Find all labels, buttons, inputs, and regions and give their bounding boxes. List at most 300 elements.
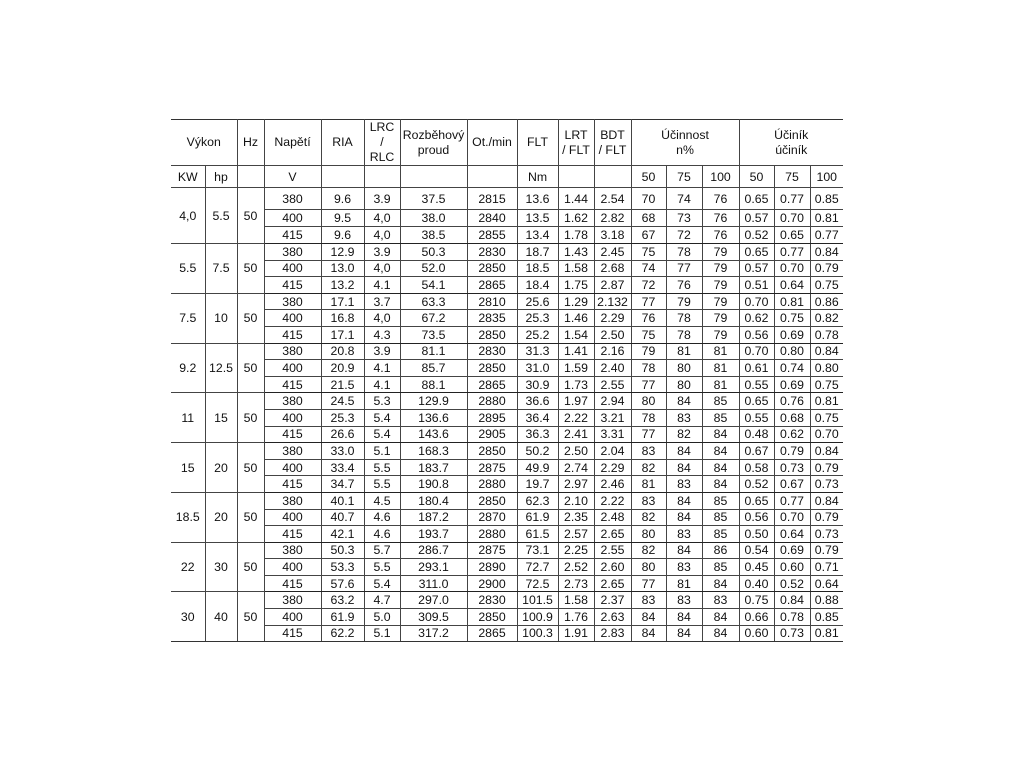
table-cell: 183.7	[400, 459, 467, 476]
table-cell: 311.0	[400, 575, 467, 592]
table-cell: 33.4	[321, 459, 364, 476]
table-cell: 0.65	[739, 492, 774, 509]
table-cell: 85	[702, 526, 739, 543]
table-cell: 0.52	[739, 476, 774, 493]
table-cell: 0.77	[774, 188, 810, 210]
table-cell: 0.66	[739, 609, 774, 626]
table-cell: 415	[264, 227, 321, 244]
table-cell: 400	[264, 409, 321, 426]
table-cell: 79	[702, 326, 739, 343]
table-cell: 3.9	[364, 343, 400, 360]
table-cell: 36.6	[517, 393, 558, 410]
motor-specs-table	[171, 119, 843, 642]
table-cell: 187.2	[400, 509, 467, 526]
table-row	[171, 592, 843, 609]
group-kw-cell: 9.2	[171, 343, 205, 393]
table-cell: 136.6	[400, 409, 467, 426]
table-cell: 0.70	[739, 293, 774, 310]
table-cell: 4.6	[364, 509, 400, 526]
table-cell: 2875	[467, 459, 517, 476]
group-hp-cell: 40	[205, 592, 237, 642]
table-cell: 76	[702, 227, 739, 244]
table-cell: 79	[666, 293, 702, 310]
table-cell: 0.77	[774, 492, 810, 509]
table-cell: 380	[264, 393, 321, 410]
table-cell: 2.29	[594, 310, 631, 327]
table-cell: 415	[264, 526, 321, 543]
table-cell: 83	[631, 492, 666, 509]
table-cell: 1.43	[558, 244, 594, 261]
table-cell: 400	[264, 310, 321, 327]
group-hz-cell: 50	[237, 592, 264, 642]
group-hp-cell: 20	[205, 443, 237, 493]
table-cell: 0.52	[774, 575, 810, 592]
table-cell: 40.1	[321, 492, 364, 509]
table-cell: 380	[264, 244, 321, 261]
table-cell: 80	[631, 559, 666, 576]
table-cell: 63.3	[400, 293, 467, 310]
table-cell: 380	[264, 343, 321, 360]
table-cell: 24.5	[321, 393, 364, 410]
table-cell: 2.41	[558, 426, 594, 443]
table-cell: 2.50	[558, 443, 594, 460]
table-row	[171, 443, 843, 460]
table-cell: 13.0	[321, 260, 364, 277]
table-cell: 67	[631, 227, 666, 244]
table-cell: 0.40	[739, 575, 774, 592]
table-cell: 4.3	[364, 326, 400, 343]
table-row	[171, 310, 843, 327]
table-cell: 0.85	[810, 609, 843, 626]
table-cell: 2.94	[594, 393, 631, 410]
table-cell: 2895	[467, 409, 517, 426]
table-cell: 5.7	[364, 542, 400, 559]
table-cell: 4,0	[364, 310, 400, 327]
table-cell: 400	[264, 360, 321, 377]
table-cell: 50.3	[400, 244, 467, 261]
table-cell: 85	[702, 409, 739, 426]
table-cell: 2.68	[594, 260, 631, 277]
table-cell: 0.79	[810, 542, 843, 559]
table-cell: 73.5	[400, 326, 467, 343]
table-cell: 77	[631, 575, 666, 592]
table-row	[171, 476, 843, 493]
table-cell: 400	[264, 509, 321, 526]
table-cell: 2.60	[594, 559, 631, 576]
table-cell: 0.57	[739, 260, 774, 277]
header-hz: Hz	[237, 120, 264, 166]
table-cell: 3.18	[594, 227, 631, 244]
table-cell: 17.1	[321, 326, 364, 343]
group-hp-cell: 30	[205, 542, 237, 592]
table-cell: 0.48	[739, 426, 774, 443]
table-cell: 77	[631, 376, 666, 393]
header-rozbehovy-proud: Rozběhový proud	[400, 120, 467, 166]
table-cell: 2.73	[558, 575, 594, 592]
table-cell: 0.80	[774, 343, 810, 360]
table-cell: 78	[666, 244, 702, 261]
table-cell: 80	[666, 360, 702, 377]
table-row	[171, 625, 843, 642]
table-cell: 85	[702, 492, 739, 509]
table-cell: 9.6	[321, 227, 364, 244]
table-cell: 0.65	[739, 188, 774, 210]
table-cell: 4.6	[364, 526, 400, 543]
table-cell: 25.3	[517, 310, 558, 327]
table-cell: 83	[666, 559, 702, 576]
table-cell: 0.81	[774, 293, 810, 310]
table-cell: 101.5	[517, 592, 558, 609]
table-cell: 380	[264, 592, 321, 609]
table-cell: 2.40	[594, 360, 631, 377]
table-cell: 36.3	[517, 426, 558, 443]
table-cell: 0.71	[810, 559, 843, 576]
table-cell: 2850	[467, 360, 517, 377]
group-hz-cell: 50	[237, 293, 264, 343]
table-cell: 84	[702, 459, 739, 476]
table-cell: 2.25	[558, 542, 594, 559]
group-kw-cell: 5.5	[171, 244, 205, 294]
table-cell: 52.0	[400, 260, 467, 277]
table-cell: 2835	[467, 310, 517, 327]
group-hp-cell: 10	[205, 293, 237, 343]
table-row	[171, 360, 843, 377]
table-cell: 2.55	[594, 376, 631, 393]
table-cell: 0.84	[810, 492, 843, 509]
table-cell: 83	[666, 592, 702, 609]
table-cell: 0.70	[774, 509, 810, 526]
table-cell: 415	[264, 277, 321, 294]
table-cell: 83	[666, 526, 702, 543]
table-cell: 80	[631, 526, 666, 543]
table-cell: 380	[264, 492, 321, 509]
table-row	[171, 542, 843, 559]
table-cell: 36.4	[517, 409, 558, 426]
table-cell: 293.1	[400, 559, 467, 576]
table-cell: 72	[666, 227, 702, 244]
table-cell: 2830	[467, 244, 517, 261]
table-cell: 100.3	[517, 625, 558, 642]
table-cell: 0.75	[774, 310, 810, 327]
table-cell: 83	[631, 443, 666, 460]
table-cell: 83	[702, 592, 739, 609]
table-cell: 0.65	[774, 227, 810, 244]
table-cell: 77	[631, 293, 666, 310]
table-row	[171, 326, 843, 343]
table-cell: 76	[702, 210, 739, 227]
unit-cell	[558, 166, 594, 188]
table-cell: 13.6	[517, 188, 558, 210]
table-cell: 0.73	[774, 625, 810, 642]
group-hp-cell: 15	[205, 393, 237, 443]
header-bdt-flt: BDT / FLT	[594, 120, 631, 166]
group-hz-cell: 50	[237, 542, 264, 592]
table-cell: 2875	[467, 542, 517, 559]
unit-cell: 50	[739, 166, 774, 188]
table-cell: 0.79	[810, 509, 843, 526]
table-cell: 2.46	[594, 476, 631, 493]
table-cell: 76	[631, 310, 666, 327]
table-row	[171, 210, 843, 227]
table-cell: 68	[631, 210, 666, 227]
table-cell: 0.52	[739, 227, 774, 244]
table-cell: 84	[702, 443, 739, 460]
table-cell: 0.57	[739, 210, 774, 227]
table-cell: 34.7	[321, 476, 364, 493]
table-cell: 0.51	[739, 277, 774, 294]
table-cell: 81	[666, 343, 702, 360]
table-cell: 84	[666, 625, 702, 642]
table-cell: 415	[264, 426, 321, 443]
table-cell: 74	[631, 260, 666, 277]
table-cell: 33.0	[321, 443, 364, 460]
table-cell: 88.1	[400, 376, 467, 393]
table-cell: 85	[702, 559, 739, 576]
table-cell: 2.63	[594, 609, 631, 626]
table-cell: 0.81	[810, 210, 843, 227]
header-lrt-flt: LRT / FLT	[558, 120, 594, 166]
table-cell: 2.29	[594, 459, 631, 476]
header-row	[171, 120, 843, 166]
table-cell: 77	[666, 260, 702, 277]
table-row	[171, 509, 843, 526]
table-cell: 61.9	[517, 509, 558, 526]
table-cell: 2.04	[594, 443, 631, 460]
header-napeti: Napětí	[264, 120, 321, 166]
table-cell: 0.54	[739, 542, 774, 559]
table-cell: 82	[631, 542, 666, 559]
group-hp-cell: 7.5	[205, 244, 237, 294]
table-cell: 380	[264, 188, 321, 210]
table-row	[171, 459, 843, 476]
table-cell: 297.0	[400, 592, 467, 609]
table-cell: 0.67	[739, 443, 774, 460]
table-cell: 0.70	[774, 260, 810, 277]
table-cell: 77	[631, 426, 666, 443]
table-cell: 0.74	[774, 360, 810, 377]
header-lrc-rlc: LRC / RLC	[364, 120, 400, 166]
table-row	[171, 293, 843, 310]
table-cell: 2880	[467, 393, 517, 410]
table-cell: 5.4	[364, 409, 400, 426]
table-cell: 2905	[467, 426, 517, 443]
table-cell: 18.5	[517, 260, 558, 277]
table-cell: 86	[702, 542, 739, 559]
table-row	[171, 526, 843, 543]
table-cell: 38.0	[400, 210, 467, 227]
table-cell: 12.9	[321, 244, 364, 261]
group-hz-cell: 50	[237, 244, 264, 294]
table-cell: 2810	[467, 293, 517, 310]
table-cell: 76	[666, 277, 702, 294]
table-row	[171, 559, 843, 576]
table-cell: 13.5	[517, 210, 558, 227]
table-cell: 5.5	[364, 476, 400, 493]
table-cell: 16.8	[321, 310, 364, 327]
table-row	[171, 409, 843, 426]
table-cell: 0.60	[739, 625, 774, 642]
table-cell: 84	[702, 575, 739, 592]
table-cell: 2830	[467, 592, 517, 609]
unit-cell	[467, 166, 517, 188]
table-cell: 78	[631, 360, 666, 377]
table-cell: 415	[264, 326, 321, 343]
table-cell: 3.31	[594, 426, 631, 443]
table-cell: 4.1	[364, 277, 400, 294]
table-cell: 20.9	[321, 360, 364, 377]
table-cell: 5.4	[364, 575, 400, 592]
table-cell: 2.97	[558, 476, 594, 493]
table-cell: 84	[666, 393, 702, 410]
table-cell: 78	[631, 409, 666, 426]
table-cell: 400	[264, 559, 321, 576]
table-cell: 81	[631, 476, 666, 493]
table-cell: 1.97	[558, 393, 594, 410]
table-cell: 79	[702, 244, 739, 261]
table-cell: 2.65	[594, 575, 631, 592]
table-cell: 100.9	[517, 609, 558, 626]
table-cell: 84	[666, 509, 702, 526]
table-cell: 81	[666, 575, 702, 592]
group-kw-cell: 7.5	[171, 293, 205, 343]
table-cell: 0.84	[810, 343, 843, 360]
table-cell: 0.69	[774, 376, 810, 393]
table-cell: 0.75	[810, 409, 843, 426]
table-cell: 19.7	[517, 476, 558, 493]
table-cell: 2.54	[594, 188, 631, 210]
table-cell: 2.37	[594, 592, 631, 609]
table-cell: 2.57	[558, 526, 594, 543]
table-cell: 2870	[467, 509, 517, 526]
table-cell: 0.77	[774, 244, 810, 261]
table-cell: 2840	[467, 210, 517, 227]
unit-cell	[400, 166, 467, 188]
table-cell: 84	[702, 476, 739, 493]
table-cell: 84	[666, 542, 702, 559]
table-cell: 25.6	[517, 293, 558, 310]
table-row	[171, 260, 843, 277]
table-row	[171, 492, 843, 509]
table-cell: 0.69	[774, 326, 810, 343]
table-cell: 80	[631, 393, 666, 410]
table-cell: 2.22	[558, 409, 594, 426]
header-ria: RIA	[321, 120, 364, 166]
table-cell: 57.6	[321, 575, 364, 592]
table-cell: 18.4	[517, 277, 558, 294]
table-cell: 0.62	[774, 426, 810, 443]
table-cell: 2900	[467, 575, 517, 592]
table-cell: 20.8	[321, 343, 364, 360]
table-cell: 0.73	[774, 459, 810, 476]
table-cell: 4,0	[364, 260, 400, 277]
table-cell: 1.41	[558, 343, 594, 360]
table-cell: 1.58	[558, 260, 594, 277]
table-cell: 5.4	[364, 426, 400, 443]
table-cell: 415	[264, 575, 321, 592]
table-cell: 400	[264, 609, 321, 626]
table-cell: 4.5	[364, 492, 400, 509]
table-cell: 40.7	[321, 509, 364, 526]
group-hz-cell: 50	[237, 343, 264, 393]
table-cell: 0.64	[810, 575, 843, 592]
group-kw-cell: 4,0	[171, 188, 205, 244]
table-cell: 79	[702, 277, 739, 294]
table-cell: 81.1	[400, 343, 467, 360]
unit-cell: hp	[205, 166, 237, 188]
table-cell: 415	[264, 625, 321, 642]
table-cell: 74	[666, 188, 702, 210]
table-cell: 2.52	[558, 559, 594, 576]
table-cell: 2.132	[594, 293, 631, 310]
table-cell: 2850	[467, 609, 517, 626]
table-cell: 61.9	[321, 609, 364, 626]
table-cell: 62.2	[321, 625, 364, 642]
table-cell: 0.79	[810, 459, 843, 476]
table-cell: 3.7	[364, 293, 400, 310]
table-cell: 193.7	[400, 526, 467, 543]
table-row	[171, 393, 843, 410]
table-cell: 3.9	[364, 188, 400, 210]
table-row	[171, 376, 843, 393]
table-cell: 2.74	[558, 459, 594, 476]
table-cell: 0.56	[739, 509, 774, 526]
table-cell: 1.58	[558, 592, 594, 609]
table-cell: 0.86	[810, 293, 843, 310]
table-cell: 38.5	[400, 227, 467, 244]
table-cell: 415	[264, 376, 321, 393]
group-kw-cell: 18.5	[171, 492, 205, 542]
table-cell: 84	[702, 426, 739, 443]
table-cell: 0.56	[739, 326, 774, 343]
table-cell: 0.60	[774, 559, 810, 576]
table-cell: 2850	[467, 492, 517, 509]
table-cell: 2.10	[558, 492, 594, 509]
table-cell: 85	[702, 509, 739, 526]
table-cell: 82	[666, 426, 702, 443]
table-cell: 0.85	[810, 188, 843, 210]
table-cell: 84	[631, 609, 666, 626]
table-row	[171, 277, 843, 294]
table-cell: 0.78	[774, 609, 810, 626]
table-cell: 37.5	[400, 188, 467, 210]
table-cell: 81	[702, 360, 739, 377]
header-ot-min: Ot./min	[467, 120, 517, 166]
table-cell: 0.58	[739, 459, 774, 476]
table-cell: 0.77	[810, 227, 843, 244]
table-cell: 0.84	[810, 244, 843, 261]
table-cell: 2.50	[594, 326, 631, 343]
table-cell: 1.73	[558, 376, 594, 393]
table-cell: 53.3	[321, 559, 364, 576]
table-cell: 0.55	[739, 376, 774, 393]
table-cell: 2.22	[594, 492, 631, 509]
table-cell: 67.2	[400, 310, 467, 327]
table-cell: 75	[631, 244, 666, 261]
table-cell: 31.0	[517, 360, 558, 377]
table-cell: 309.5	[400, 609, 467, 626]
table-cell: 50.3	[321, 542, 364, 559]
table-cell: 0.55	[739, 409, 774, 426]
unit-cell: V	[264, 166, 321, 188]
table-cell: 2855	[467, 227, 517, 244]
table-cell: 72	[631, 277, 666, 294]
table-cell: 80	[666, 376, 702, 393]
table-cell: 380	[264, 443, 321, 460]
unit-cell	[594, 166, 631, 188]
table-cell: 42.1	[321, 526, 364, 543]
table-cell: 4.7	[364, 592, 400, 609]
table-cell: 0.75	[810, 376, 843, 393]
